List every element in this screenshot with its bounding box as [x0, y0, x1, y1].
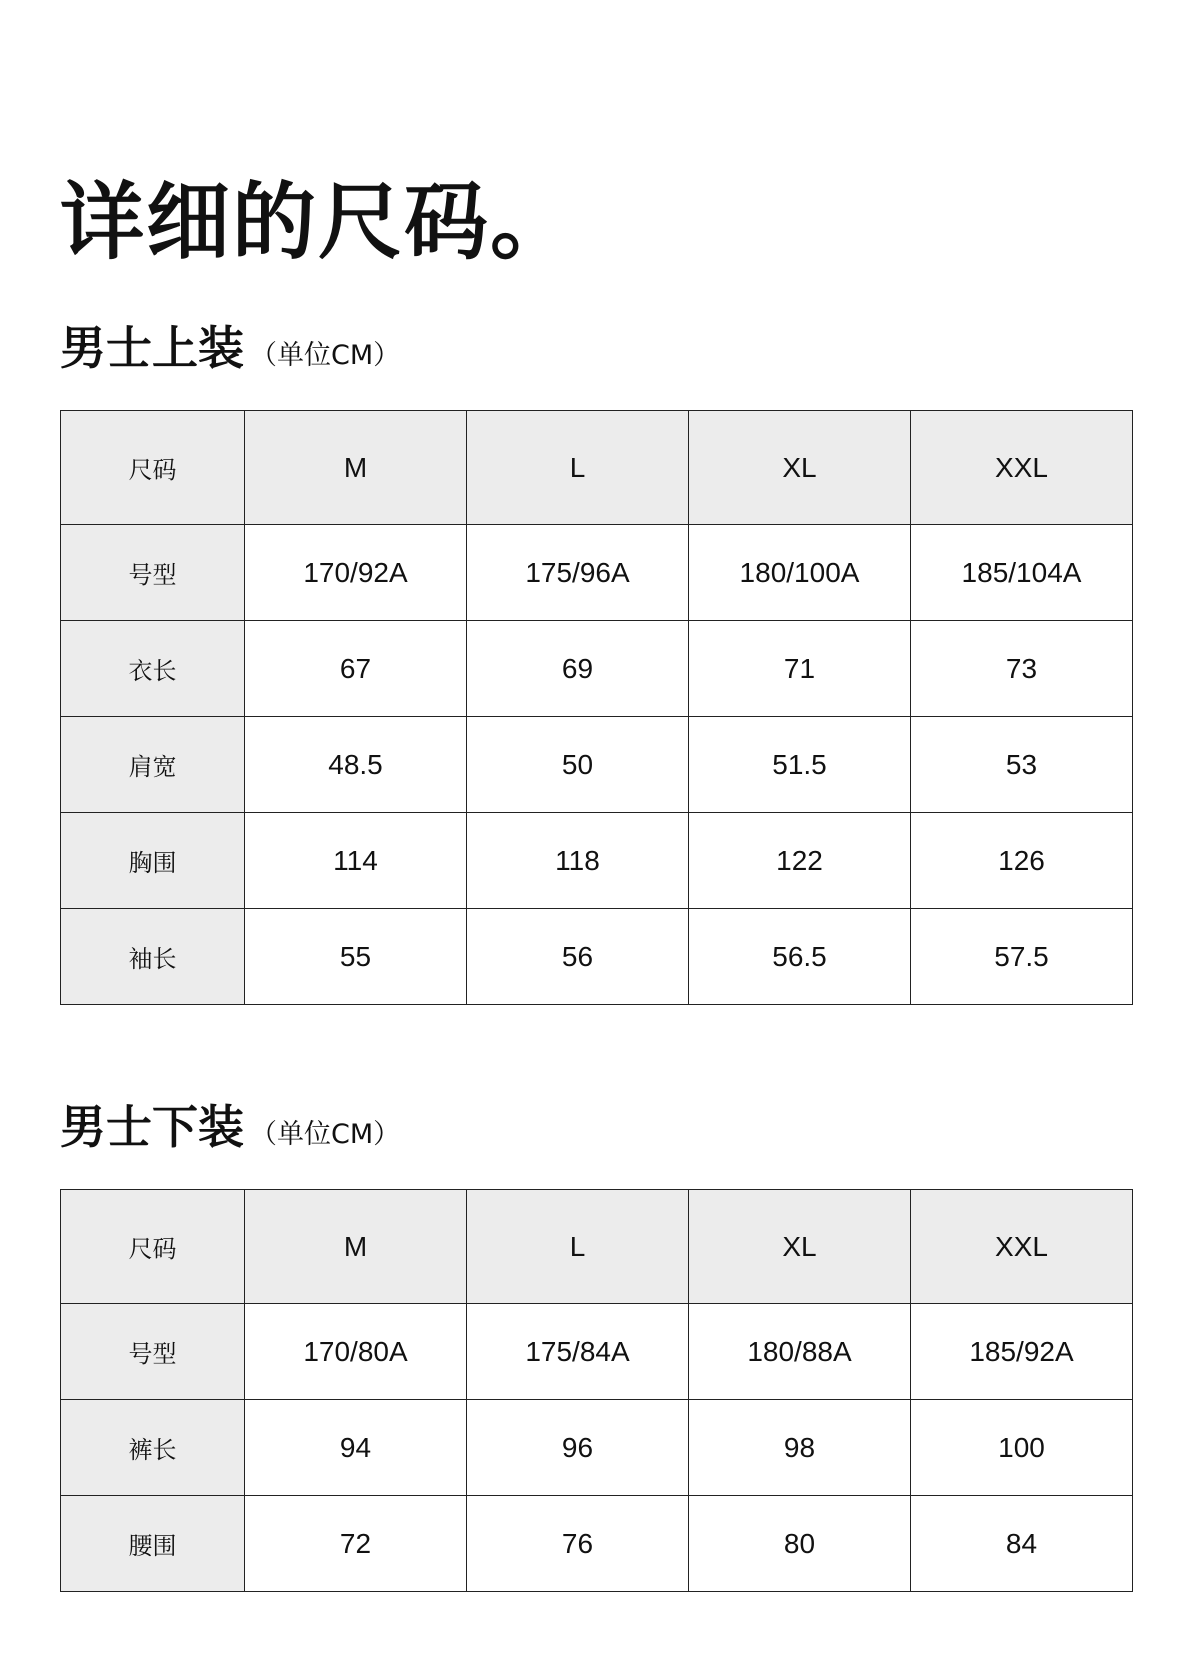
- bottoms-size-table: [60, 1189, 1133, 1592]
- table-cell: 56: [467, 909, 689, 1005]
- bottoms-size-xxl: XXL: [911, 1190, 1133, 1304]
- table-row: [61, 1304, 1133, 1400]
- table-cell: 100: [911, 1400, 1133, 1496]
- row-label: 衣长: [61, 621, 245, 717]
- table-cell: 73: [911, 621, 1133, 717]
- bottoms-section-heading: [60, 1097, 400, 1165]
- tops-size-xl: XL: [689, 411, 911, 525]
- table-cell: 170/92A: [245, 525, 467, 621]
- table-cell: 71: [689, 621, 911, 717]
- table-cell: 94: [245, 1400, 467, 1496]
- table-cell: 50: [467, 717, 689, 813]
- table-cell: 53: [911, 717, 1133, 813]
- table-cell: 80: [689, 1496, 911, 1592]
- table-cell: 51.5: [689, 717, 911, 813]
- table-row: [61, 1400, 1133, 1496]
- tops-size-table: [60, 410, 1133, 1005]
- table-row: [61, 525, 1133, 621]
- bottoms-size-m: M: [245, 1190, 467, 1304]
- tops-unit-note: （单位CM）: [250, 340, 401, 371]
- table-cell: 126: [911, 813, 1133, 909]
- table-cell: 185/104A: [911, 525, 1133, 621]
- table-cell: 56.5: [689, 909, 911, 1005]
- table-cell: 69: [467, 621, 689, 717]
- tops-size-l: L: [467, 411, 689, 525]
- tops-size-xxl: XXL: [911, 411, 1133, 525]
- bottoms-heading-text: 男士下装: [60, 1100, 244, 1154]
- table-row: [61, 621, 1133, 717]
- tops-section-heading: [60, 318, 400, 386]
- table-cell: 98: [689, 1400, 911, 1496]
- table-cell: 185/92A: [911, 1304, 1133, 1400]
- table-cell: 180/100A: [689, 525, 911, 621]
- bottoms-header-label: 尺码: [61, 1190, 245, 1304]
- bottoms-unit-note: （单位CM）: [250, 1119, 401, 1150]
- table-cell: 72: [245, 1496, 467, 1592]
- page-title: 详细的尺码。: [60, 173, 577, 271]
- table-cell: 118: [467, 813, 689, 909]
- table-row: [61, 813, 1133, 909]
- row-label: 号型: [61, 525, 245, 621]
- tops-size-m: M: [245, 411, 467, 525]
- table-cell: 170/80A: [245, 1304, 467, 1400]
- table-cell: 67: [245, 621, 467, 717]
- table-cell: 175/96A: [467, 525, 689, 621]
- table-row: [61, 1496, 1133, 1592]
- row-label: 裤长: [61, 1400, 245, 1496]
- row-label: 肩宽: [61, 717, 245, 813]
- tops-header-label: 尺码: [61, 411, 245, 525]
- row-label: 胸围: [61, 813, 245, 909]
- table-cell: 57.5: [911, 909, 1133, 1005]
- bottoms-size-l: L: [467, 1190, 689, 1304]
- table-cell: 84: [911, 1496, 1133, 1592]
- table-cell: 96: [467, 1400, 689, 1496]
- table-cell: 122: [689, 813, 911, 909]
- table-row: [61, 717, 1133, 813]
- row-label: 腰围: [61, 1496, 245, 1592]
- bottoms-header-row: [61, 1190, 1133, 1304]
- bottoms-size-xl: XL: [689, 1190, 911, 1304]
- table-cell: 114: [245, 813, 467, 909]
- table-cell: 76: [467, 1496, 689, 1592]
- tops-heading-text: 男士上装: [60, 321, 244, 375]
- table-row: [61, 909, 1133, 1005]
- row-label: 袖长: [61, 909, 245, 1005]
- table-cell: 175/84A: [467, 1304, 689, 1400]
- tops-header-row: [61, 411, 1133, 525]
- row-label: 号型: [61, 1304, 245, 1400]
- table-cell: 180/88A: [689, 1304, 911, 1400]
- table-cell: 55: [245, 909, 467, 1005]
- table-cell: 48.5: [245, 717, 467, 813]
